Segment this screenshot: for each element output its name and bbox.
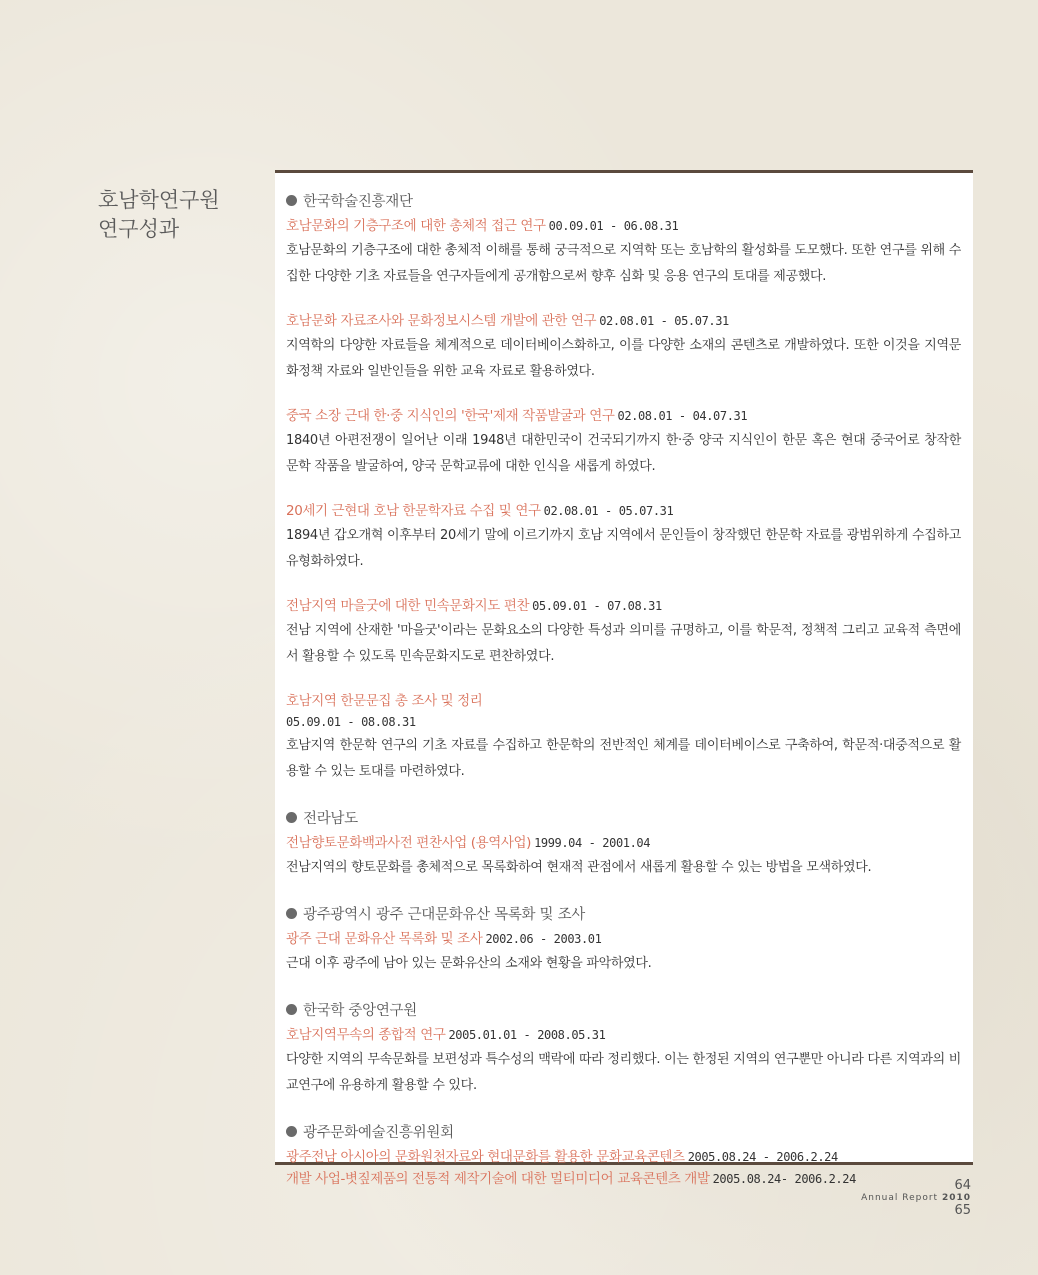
org-heading [286,190,961,211]
project-title: 광주 근대 문화유산 목록화 및 조사 [286,931,483,947]
project-description: 근대 이후 광주에 남아 있는 문화유산의 소재와 현황을 파악하였다. [286,956,652,971]
project-period: 02.08.01 - 05.07.31 [543,504,674,518]
project-period: 05.09.01 - 07.08.31 [532,599,662,613]
project-title: 전남지역 마을굿에 대한 민속문화지도 편찬 [286,598,530,614]
bullet-icon [286,908,297,919]
project-period: 2005.08.24- 2006.2.24 [712,1172,856,1186]
org-group [286,807,961,881]
project-title: 20세기 근현대 호남 한문학자료 수집 및 연구 [286,503,541,519]
project-period: 02.08.01 - 05.07.31 [599,314,729,328]
org-heading [286,1121,961,1142]
project-description: 1840년 아편전쟁이 일어난 이래 1948년 대한민국이 건국되기까지 한·중 양국 지식인이 한문 혹은 현대 중국어로 창작한 문학 작품을 발굴하여, 양국 문학교류에 대한 인식을 새롭게 하였다. [286,433,961,474]
project-title: 호남문화의 기층구조에 대한 총체적 접근 연구 [286,218,546,234]
org-group [286,999,961,1099]
sidebar-title [98,186,220,244]
project-item [286,690,961,785]
page-footer [861,1178,971,1218]
bullet-icon [286,812,297,823]
org-name: 전라남도 [303,811,358,827]
project-description: 지역학의 다양한 자료들을 체계적으로 데이터베이스화하고, 이를 다양한 소재의 콘텐츠로 개발하였다. 또한 이것을 지역문화정책 자료와 일반인들을 위한 교육 자료로 활용하였다. [286,338,961,379]
org-group [286,903,961,977]
project-period: 1999.04 - 2001.04 [534,836,651,850]
project-item [286,595,961,670]
sidebar-title-line2: 연구성과 [98,217,180,241]
project-description: 전남지역의 향토문화를 총체적으로 목록화하여 현재적 관점에서 새롭게 활용할 수 있는 방법을 모색하였다. [286,860,872,875]
project-period: 05.09.01 - 08.08.31 [286,715,416,729]
org-name: 광주문화예술진흥위원회 [303,1125,454,1141]
project-period: 2005.08.24 - 2006.2.24 [687,1150,838,1164]
project-period: 2002.06 - 2003.01 [485,932,602,946]
org-name: 광주광역시 광주 근대문화유산 목록화 및 조사 [303,907,585,923]
report-label: Annual Report [861,1193,939,1203]
page-number-right: 65 [954,1203,971,1218]
sidebar-title-line1: 호남학연구원 [98,188,220,212]
project-description: 전남 지역에 산재한 '마을굿'이라는 문화요소의 다양한 특성과 의미를 규명하고, 이를 학문적, 정책적 그리고 교육적 측면에서 활용할 수 있도록 민속문화지도로 편찬하였다. [286,623,961,664]
project-item [286,405,961,480]
project-item [286,310,961,385]
project-description: 호남문화의 기층구조에 대한 총체적 이해를 통해 궁극적으로 지역학 또는 호남학의 활성화를 도모했다. 또한 연구를 위해 수집한 다양한 기초 자료들을 연구자들에게 공개함으로써 향후 심화 및 응용 연구의 토대를 제공했다. [286,243,961,284]
report-year: 2010 [941,1193,971,1203]
org-group [286,190,961,785]
project-item [286,1168,961,1190]
bullet-icon [286,1126,297,1137]
bullet-icon [286,1004,297,1015]
project-period: 00.09.01 - 06.08.31 [548,219,679,233]
project-item [286,1024,961,1099]
project-title: 호남문화 자료조사와 문화정보시스템 개발에 관한 연구 [286,313,597,329]
project-description: 다양한 지역의 무속문화를 보편성과 특수성의 맥락에 따라 정리했다. 이는 한정된 지역의 연구뿐만 아니라 다른 지역과의 비교연구에 유용하게 활용할 수 있다. [286,1052,961,1093]
project-title: 중국 소장 근대 한·중 지식인의 '한국'제재 작품발굴과 연구 [286,408,615,424]
bullet-icon [286,195,297,206]
project-item [286,1146,961,1168]
project-item [286,928,961,977]
org-name: 한국학술진흥재단 [303,194,413,210]
project-title: 호남지역무속의 종합적 연구 [286,1027,446,1043]
project-title: 개발 사업-볏짚제품의 전통적 제작기술에 대한 멀티미디어 교육콘텐츠 개발 [286,1171,710,1187]
project-title: 광주전남 아시아의 문화원천자료와 현대문화를 활용한 문화교육콘텐츠 [286,1149,685,1165]
project-item [286,215,961,290]
annual-report-label [861,1193,971,1203]
project-description: 1894년 갑오개혁 이후부터 20세기 말에 이르기까지 호남 지역에서 문인들이 창작했던 한문학 자료를 광범위하게 수집하고 유형화하였다. [286,528,961,569]
org-group [286,1121,961,1190]
project-item [286,500,961,575]
page-number-left: 64 [954,1178,971,1193]
project-title: 전남향토문화백과사전 편찬사업 (용역사업) [286,835,532,851]
org-heading [286,903,961,924]
org-heading [286,999,961,1020]
project-period: 2005.01.01 - 2008.05.31 [448,1028,606,1042]
org-name: 한국학 중앙연구원 [303,1003,417,1019]
project-description: 호남지역 한문학 연구의 기초 자료를 수집하고 한문학의 전반적인 체계를 데이터베이스로 구축하여, 학문적·대중적으로 활용할 수 있는 토대를 마련하였다. [286,738,961,779]
project-period: 02.08.01 - 04.07.31 [617,409,748,423]
project-item [286,832,961,881]
project-title: 호남지역 한문문집 총 조사 및 정리 [286,693,483,709]
org-heading [286,807,961,828]
